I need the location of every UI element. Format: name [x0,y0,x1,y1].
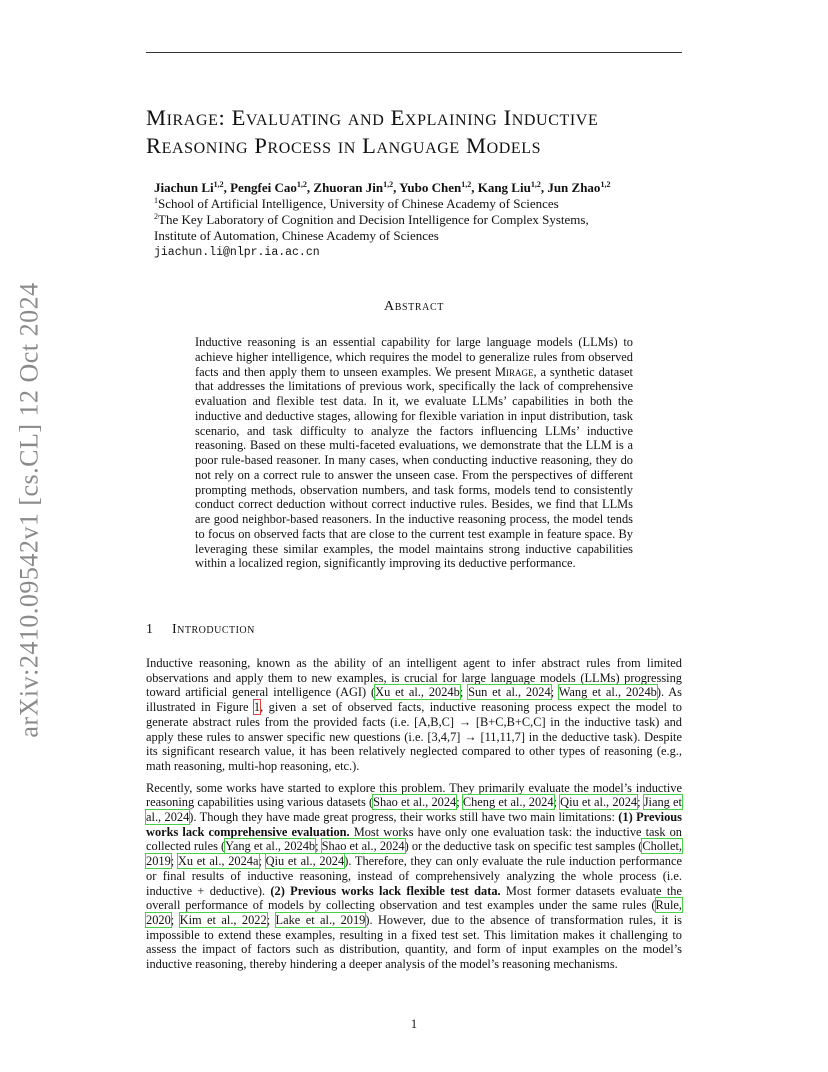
arxiv-identifier-stamp [10,282,50,738]
paragraph-text: Inductive reasoning, known as the ability of an intelligent agent to infer abstract rules from limited observations and apply them to new examples, is crucial for large language models (LLMs) progressing toward artificial general intelligence (AGI) ( [146,656,682,700]
abstract-body [195,335,633,571]
citation-link[interactable]: Shao et al., 2024 [321,839,405,854]
affiliation-mark: 1,2 [461,180,472,189]
citation-link[interactable]: Xu et al., 2024a [177,854,259,869]
affiliation-mark: 1,2 [296,180,307,189]
dataset-name: Mirage [494,364,534,379]
affiliation-1-mark: 1 [154,196,158,205]
citation-link[interactable]: Xu et al., 2024b [375,685,460,700]
section-number: 1 [146,622,154,637]
affiliation-2 [154,212,694,228]
citation-link[interactable]: Wang et al., 2024b [558,685,657,700]
affiliation-mark: 1,2 [213,180,224,189]
citation-separator: ; [459,685,469,700]
abstract-text: Inductive reasoning is an essential capability for large language models (LLMs) to achieve higher intelligence, which requires the model to generalize rules from observed facts and then apply them to unseen examples. We present [195,335,633,379]
affiliation-mark: 1,2 [600,180,611,189]
paragraph-text: Recently, some works have started to explore this problem. They primarily evaluate the model’s inductive reasoning capabilities using various datasets ( [146,780,682,810]
limitation-2: (2) Previous works lack flexible test data. [270,883,501,898]
author-names: Jiachun Li$^{1,2}$, Pengfei Cao$^{1,2}$, Zhuoran Jin$^{1,2}$, Yubo Chen$^{1,2}$, Kang Liu$^{1,2}$, Jun Zhao$^{1,2}$ [154,180,611,195]
citation-link[interactable]: Kim et al., 2022 [179,912,267,927]
author-name: Kang Liu [477,180,531,195]
citation-link[interactable]: Rule, 2020 [146,898,682,927]
paragraph-text: Most former datasets evaluate the overall performance of models by collecting observation and test examples under the same rules ( [146,883,682,913]
paragraph-text: ). However, due to the absence of transformation rules, it is impossible to extend these examples, resulting in a fixed test set. This limitation makes it challenging to assess the impact of factors such as distribution, quantity, and form of input examples on the model’s inductive reasoning, thereby hindering a deeper analysis of the model’s reasoning mechanisms. [146,912,683,972]
paragraph-text: ). Though they have made great progress, their works still have two main limitations: [189,810,619,825]
top-rule [146,52,682,53]
citation-link[interactable]: Chollet, 2019 [146,839,682,869]
author-name: Pengfei Cao [230,180,297,195]
author-name: Yubo Chen [399,180,462,195]
author-name: Jiachun Li [154,180,214,195]
page-number: 1 [410,1017,418,1031]
paragraph-text: , given a set of observed facts, inductive reasoning process expect the model to generate abstract rules from the provided facts (i.e. [A,B,C] → [B+C,B+C,C] in the inductive task) and apply these rules to answer specific new questions (i.e. [3,4,7] → [11,11,7] in the deductive task). Despite its significant research value, it has been relatively neglected compared to other types of reasoning (e.g., math reasoning, multi-hop reasoning, etc.). [146,700,682,773]
title-line-2: Reasoning Process in Language Models [146,133,542,158]
citation-link[interactable]: Lake et al., 2019 [275,912,366,927]
citation-link[interactable]: Jiang et al., 2024 [146,795,682,825]
affiliation-1-text: School of Artificial Intelligence, University of Chinese Academy of Sciences [158,196,559,211]
citation-separator: ; [550,685,559,700]
section-title: Introduction [172,622,255,637]
affiliation-2-mark: 2 [154,212,158,221]
paper-title [146,104,706,160]
author-block [154,180,694,261]
section-heading [146,622,255,638]
citation-link[interactable]: Shao et al., 2024 [373,795,457,810]
citation-link[interactable]: Qiu et al., 2024 [265,854,345,869]
limitation-1: (1) Previous works lack comprehensive evaluation. [146,810,682,839]
paragraph-text: ) or the deductive task on specific test samples ( [404,839,643,854]
affiliation-2-line-2: Institute of Automation, Chinese Academy of Sciences [154,228,439,243]
figure-reference-link[interactable]: 1 [253,700,261,715]
author-email[interactable]: jiachun.li@nlpr.ia.ac.cn [154,246,320,259]
author-name: Zhuoran Jin [313,180,384,195]
citation-link[interactable]: Qiu et al., 2024 [560,795,638,810]
abstract-heading: Abstract [384,299,444,314]
citation-link[interactable]: Sun et al., 2024 [468,685,551,700]
paragraph-text: ). As illustrated in Figure [146,685,682,715]
affiliation-mark: 1,2 [530,180,541,189]
paragraph [146,656,682,774]
citation-link[interactable]: Yang et al., 2024b [225,839,316,854]
arxiv-identifier-text: arXiv:2410.09542v1 [cs.CL] 12 Oct 2024 [15,282,45,738]
paragraph: Recently, some works have started to explore this problem. They primarily evaluate the model’s inductive reasoning capabilities using various datasets (Shao et al., 2024; Cheng et al., 2024; Qiu et al., 2024; Jiang et al., 2024). Though they have made great progress, their works still have two main limitations: (1) Previous works lack comprehensive evaluation. Most works have only one evaluation task: the inductive task on collected rules (Yang et al., 2024b; Shao et al., 2024) or the deductive task on specific test samples (Chollet, 2019; Xu et al., 2024a; Qiu et al., 2024). Therefore, they can only evaluate the rule induction performance or final results of inductive reasoning, instead of comprehensively analyzing the whole process (i.e. inductive + deductive). (2) Previous works lack flexible test data. Most former datasets evaluate the overall performance of models by collecting observation and test examples under the same rules (Rule, 2020; Kim et al., 2022; Lake et al., 2019). However, due to the absence of transformation rules, it is impossible to extend these examples, resulting in a fixed test set. This limitation makes it challenging to assess the impact of factors such as distribution, quantity, and form of input examples on the model’s inductive reasoning, thereby hindering a deeper analysis of the model’s reasoning mechanisms. [146,780,683,972]
citation-link[interactable]: Cheng et al., 2024 [462,795,554,810]
introduction-body [146,656,682,979]
abstract-text: , a synthetic dataset that addresses the limitations of previous work, specifically the lack of comprehensive evaluation and flexible test data. In it, we evaluate LLMs’ capabilities in both the inductive and deductive stages, allowing for flexible variation in input distribution, task scenario, and task difficulty to analyze the factors influencing LLMs’ inductive reasoning. Based on these multi-faceted evaluations, we demonstrate that the LLM is a poor rule-based reasoner. In many cases, when conducting inductive reasoning, they do not rely on a correct rule to answer the unseen case. From the perspectives of different prompting methods, observation numbers, and task forms, models tend to consistently conduct correct deduction without correct inductive rules. Besides, we find that LLMs are good neighbor-based reasoners. In the inductive reasoning process, the model tends to focus on observed facts that are close to the current test example in feature space. By leveraging these similar examples, the model maintains strong inductive capabilities within a localized region, significantly improving its deductive performance. [195,364,634,571]
affiliation-1 [154,196,694,212]
affiliation-mark: 1,2 [383,180,394,189]
title-line-1: Mirage: Evaluating and Explaining Inductive [146,105,599,130]
paragraph-text: Most works have only one evaluation task: the inductive task on collected rules ( [146,824,682,854]
author-name: Jun Zhao [547,180,601,195]
paragraph-text: ). Therefore, they can only evaluate the rule induction performance or final results of inductive reasoning, instead of comprehensively analyzing the whole process (i.e. inductive + deductive). [146,854,682,898]
affiliation-2-line-1: The Key Laboratory of Cognition and Decision Intelligence for Complex Systems, [158,212,589,227]
